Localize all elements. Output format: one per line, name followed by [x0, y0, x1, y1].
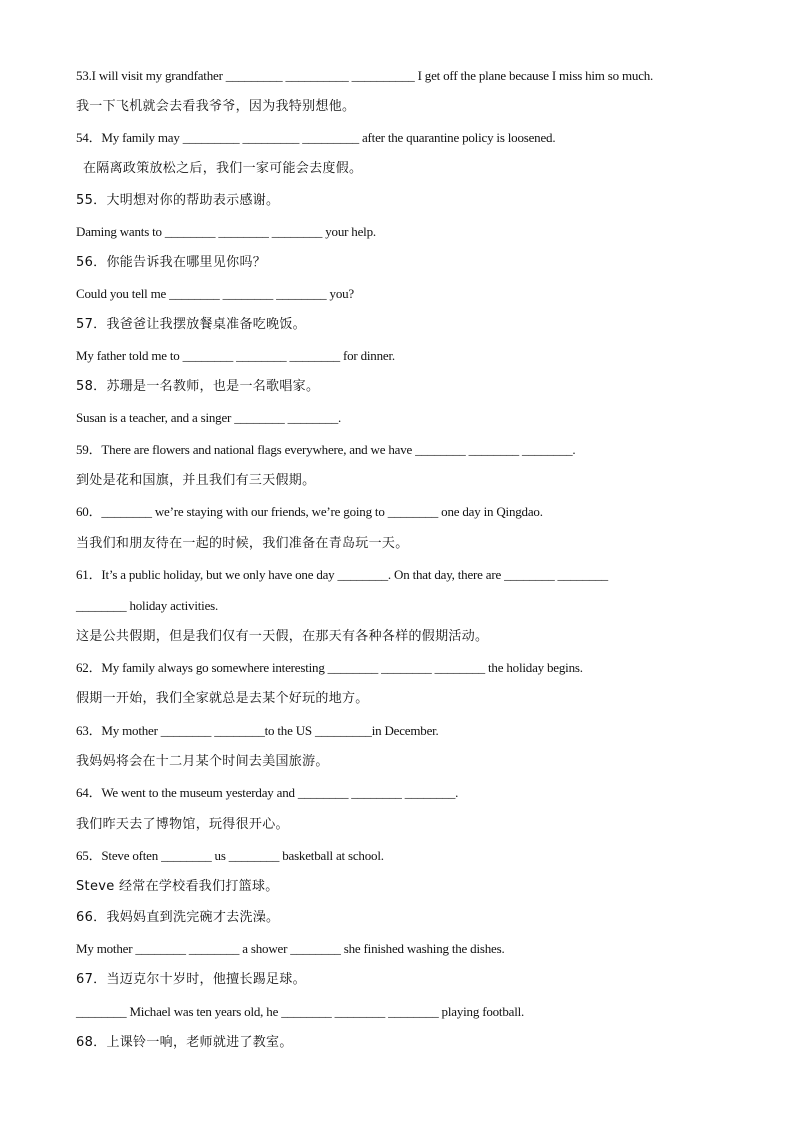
- q62-chinese: 假期一开始，我们全家就总是去某个好玩的地方。: [76, 691, 369, 706]
- q53-chinese: 我一下飞机就会去看我爷爷，因为我特别想他。: [76, 99, 356, 114]
- q58-chinese: 58．苏珊是一名教师，也是一名歌唱家。: [76, 379, 320, 394]
- q61-english-2: ________ holiday activities.: [76, 598, 219, 613]
- q65-chinese: Steve 经常在学校看我们打篮球。: [76, 879, 279, 894]
- q59-chinese: 到处是花和国旗，并且我们有三天假期。: [76, 473, 316, 488]
- q66-english: My mother ________ ________ a shower ________ she finished washing the dishes.: [76, 941, 505, 956]
- q53-english: 53.I will visit my grandfather _________ __________ __________ I get off the plane because I miss him so much.: [76, 68, 654, 83]
- q67-chinese: 67．当迈克尔十岁时，他擅长踢足球。: [76, 972, 306, 987]
- q58-english: Susan is a teacher, and a singer ________ ________.: [76, 410, 342, 425]
- q64-chinese: 我们昨天去了博物馆，玩得很开心。: [76, 817, 289, 832]
- q64-english: 64．We went to the museum yesterday and ________ ________ ________.: [76, 785, 459, 800]
- q63-chinese: 我妈妈将会在十二月某个时间去美国旅游。: [76, 754, 329, 769]
- q67-english: ________ Michael was ten years old, he ________ ________ ________ playing football.: [76, 1004, 525, 1019]
- q55-english: Daming wants to ________ ________ ________ your help.: [76, 224, 376, 239]
- q65-english: 65．Steve often ________ us ________ basketball at school.: [76, 848, 384, 863]
- q61-english-1: 61．It’s a public holiday, but we only have one day ________. On that day, there are ________ ________: [76, 567, 608, 582]
- q68-chinese: 68．上课铃一响，老师就进了教室。: [76, 1035, 293, 1050]
- q59-english: 59．There are flowers and national flags everywhere, and we have ________ ________ ________.: [76, 442, 576, 457]
- q56-chinese: 56．你能告诉我在哪里见你吗？: [76, 255, 267, 270]
- q60-chinese: 当我们和朋友待在一起的时候，我们准备在青岛玩一天。: [76, 536, 409, 551]
- q66-chinese: 66．我妈妈直到洗完碗才去洗澡。: [76, 910, 280, 925]
- q63-english: 63．My mother ________ ________to the US _________in December.: [76, 723, 439, 738]
- q61-chinese: 这是公共假期，但是我们仅有一天假，在那天有各种各样的假期活动。: [76, 629, 489, 644]
- q57-english: My father told me to ________ ________ ________ for dinner.: [76, 348, 395, 363]
- q60-english: 60．________ we’re staying with our friends, we’re going to ________ one day in Qingdao.: [76, 504, 543, 519]
- q54-chinese: 在隔离政策放松之后，我们一家可能会去度假。: [83, 161, 363, 176]
- q57-chinese: 57．我爸爸让我摆放餐桌准备吃晚饭。: [76, 317, 306, 332]
- q54-english: 54．My family may _________ _________ _________ after the quarantine policy is loosened.: [76, 130, 556, 145]
- q55-chinese: 55．大明想对你的帮助表示感谢。: [76, 193, 280, 208]
- q56-english: Could you tell me ________ ________ ________ you?: [76, 286, 354, 301]
- q62-english: 62．My family always go somewhere interesting ________ ________ ________ the holiday begins.: [76, 660, 583, 675]
